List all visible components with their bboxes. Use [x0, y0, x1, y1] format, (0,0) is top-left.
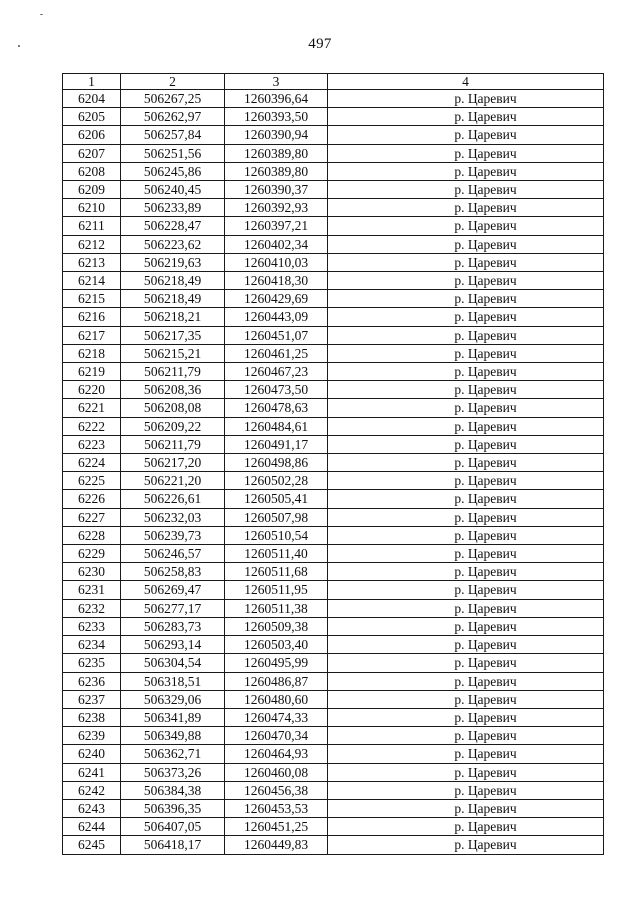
cell-river-name: р. Царевич [328, 326, 604, 344]
table-row [63, 308, 604, 326]
cell-coordinate-y: 1260509,38 [225, 617, 328, 635]
table-header [63, 74, 604, 90]
cell-river-name: р. Царевич [328, 108, 604, 126]
cell-point-number: 6227 [63, 508, 121, 526]
cell-coordinate-x: 506293,14 [121, 636, 225, 654]
cell-coordinate-x: 506277,17 [121, 599, 225, 617]
header-cell-col-2: 2 [121, 74, 225, 90]
cell-coordinate-x: 506240,45 [121, 181, 225, 199]
cell-coordinate-x: 506246,57 [121, 545, 225, 563]
table-row [63, 90, 604, 108]
page-number: 497 [308, 36, 332, 52]
cell-coordinate-x: 506218,49 [121, 272, 225, 290]
cell-river-name: р. Царевич [328, 199, 604, 217]
cell-coordinate-x: 506304,54 [121, 654, 225, 672]
cell-point-number: 6234 [63, 636, 121, 654]
cell-point-number: 6235 [63, 654, 121, 672]
cell-point-number: 6232 [63, 599, 121, 617]
cell-river-name: р. Царевич [328, 126, 604, 144]
cell-coordinate-y: 1260464,93 [225, 745, 328, 763]
cell-river-name: р. Царевич [328, 308, 604, 326]
cell-point-number: 6208 [63, 162, 121, 180]
cell-river-name: р. Царевич [328, 162, 604, 180]
cell-coordinate-y: 1260511,38 [225, 599, 328, 617]
cell-river-name: р. Царевич [328, 363, 604, 381]
cell-river-name: р. Царевич [328, 399, 604, 417]
table-row [63, 399, 604, 417]
cell-point-number: 6229 [63, 545, 121, 563]
cell-river-name: р. Царевич [328, 836, 604, 854]
cell-coordinate-y: 1260451,07 [225, 326, 328, 344]
cell-coordinate-y: 1260473,50 [225, 381, 328, 399]
cell-coordinate-x: 506283,73 [121, 617, 225, 635]
cell-coordinate-y: 1260480,60 [225, 690, 328, 708]
cell-coordinate-y: 1260510,54 [225, 526, 328, 544]
cell-coordinate-x: 506349,88 [121, 727, 225, 745]
cell-point-number: 6217 [63, 326, 121, 344]
cell-point-number: 6237 [63, 690, 121, 708]
cell-coordinate-y: 1260461,25 [225, 344, 328, 362]
coordinates-table [62, 73, 604, 855]
cell-coordinate-x: 506215,21 [121, 344, 225, 362]
cell-point-number: 6231 [63, 581, 121, 599]
table-row [63, 435, 604, 453]
cell-coordinate-y: 1260498,86 [225, 454, 328, 472]
cell-coordinate-x: 506208,36 [121, 381, 225, 399]
cell-coordinate-x: 506208,08 [121, 399, 225, 417]
cell-coordinate-x: 506219,63 [121, 253, 225, 271]
table-row [63, 690, 604, 708]
cell-point-number: 6215 [63, 290, 121, 308]
table-row [63, 126, 604, 144]
cell-coordinate-x: 506262,97 [121, 108, 225, 126]
cell-river-name: р. Царевич [328, 818, 604, 836]
table-row [63, 108, 604, 126]
cell-river-name: р. Царевич [328, 472, 604, 490]
cell-point-number: 6236 [63, 672, 121, 690]
table-row [63, 745, 604, 763]
cell-coordinate-x: 506251,56 [121, 144, 225, 162]
table-row [63, 799, 604, 817]
cell-coordinate-y: 1260396,64 [225, 90, 328, 108]
cell-point-number: 6238 [63, 708, 121, 726]
table-row [63, 144, 604, 162]
header-row [63, 74, 604, 90]
cell-point-number: 6223 [63, 435, 121, 453]
cell-point-number: 6214 [63, 272, 121, 290]
cell-coordinate-y: 1260474,33 [225, 708, 328, 726]
cell-coordinate-y: 1260507,98 [225, 508, 328, 526]
cell-river-name: р. Царевич [328, 344, 604, 362]
cell-coordinate-y: 1260456,38 [225, 781, 328, 799]
cell-river-name: р. Царевич [328, 654, 604, 672]
table-body [63, 90, 604, 855]
cell-river-name: р. Царевич [328, 181, 604, 199]
cell-coordinate-y: 1260390,37 [225, 181, 328, 199]
cell-point-number: 6241 [63, 763, 121, 781]
cell-point-number: 6216 [63, 308, 121, 326]
cell-coordinate-x: 506221,20 [121, 472, 225, 490]
cell-coordinate-y: 1260392,93 [225, 199, 328, 217]
cell-point-number: 6243 [63, 799, 121, 817]
cell-river-name: р. Царевич [328, 381, 604, 399]
table-row [63, 526, 604, 544]
cell-coordinate-x: 506257,84 [121, 126, 225, 144]
cell-coordinate-x: 506228,47 [121, 217, 225, 235]
table-row [63, 162, 604, 180]
cell-point-number: 6206 [63, 126, 121, 144]
cell-coordinate-x: 506233,89 [121, 199, 225, 217]
cell-river-name: р. Царевич [328, 690, 604, 708]
cell-river-name: р. Царевич [328, 435, 604, 453]
table-row [63, 617, 604, 635]
cell-coordinate-x: 506384,38 [121, 781, 225, 799]
cell-point-number: 6221 [63, 399, 121, 417]
cell-point-number: 6210 [63, 199, 121, 217]
cell-point-number: 6233 [63, 617, 121, 635]
scan-speck [40, 14, 43, 15]
cell-point-number: 6244 [63, 818, 121, 836]
cell-point-number: 6222 [63, 417, 121, 435]
cell-coordinate-y: 1260443,09 [225, 308, 328, 326]
cell-coordinate-y: 1260389,80 [225, 144, 328, 162]
cell-river-name: р. Царевич [328, 508, 604, 526]
table-row [63, 672, 604, 690]
table-row [63, 344, 604, 362]
cell-river-name: р. Царевич [328, 454, 604, 472]
cell-river-name: р. Царевич [328, 545, 604, 563]
table-row [63, 454, 604, 472]
table-row [63, 417, 604, 435]
table-row [63, 472, 604, 490]
cell-coordinate-x: 506341,89 [121, 708, 225, 726]
table-row [63, 818, 604, 836]
table-row [63, 836, 604, 854]
cell-river-name: р. Царевич [328, 672, 604, 690]
table-row [63, 490, 604, 508]
table-row [63, 363, 604, 381]
table-row [63, 272, 604, 290]
table-row [63, 727, 604, 745]
table-row [63, 326, 604, 344]
cell-river-name: р. Царевич [328, 781, 604, 799]
cell-coordinate-y: 1260402,34 [225, 235, 328, 253]
cell-coordinate-y: 1260484,61 [225, 417, 328, 435]
cell-coordinate-x: 506217,20 [121, 454, 225, 472]
cell-coordinate-x: 506209,22 [121, 417, 225, 435]
cell-river-name: р. Царевич [328, 417, 604, 435]
cell-coordinate-x: 506211,79 [121, 435, 225, 453]
cell-river-name: р. Царевич [328, 253, 604, 271]
table-row [63, 181, 604, 199]
table-row [63, 381, 604, 399]
table-row [63, 508, 604, 526]
cell-coordinate-y: 1260503,40 [225, 636, 328, 654]
table-row [63, 781, 604, 799]
cell-river-name: р. Царевич [328, 581, 604, 599]
cell-coordinate-y: 1260393,50 [225, 108, 328, 126]
cell-coordinate-y: 1260397,21 [225, 217, 328, 235]
cell-coordinate-y: 1260451,25 [225, 818, 328, 836]
table-row [63, 599, 604, 617]
cell-coordinate-x: 506267,25 [121, 90, 225, 108]
cell-coordinate-x: 506218,21 [121, 308, 225, 326]
cell-point-number: 6239 [63, 727, 121, 745]
table-row [63, 563, 604, 581]
cell-river-name: р. Царевич [328, 599, 604, 617]
cell-point-number: 6245 [63, 836, 121, 854]
cell-coordinate-y: 1260511,68 [225, 563, 328, 581]
table-row [63, 763, 604, 781]
cell-coordinate-x: 506223,62 [121, 235, 225, 253]
cell-coordinate-x: 506245,86 [121, 162, 225, 180]
cell-river-name: р. Царевич [328, 708, 604, 726]
cell-point-number: 6205 [63, 108, 121, 126]
cell-point-number: 6226 [63, 490, 121, 508]
table-row [63, 290, 604, 308]
cell-point-number: 6224 [63, 454, 121, 472]
table-row [63, 545, 604, 563]
cell-point-number: 6218 [63, 344, 121, 362]
cell-river-name: р. Царевич [328, 745, 604, 763]
cell-river-name: р. Царевич [328, 490, 604, 508]
cell-river-name: р. Царевич [328, 617, 604, 635]
cell-river-name: р. Царевич [328, 290, 604, 308]
cell-point-number: 6230 [63, 563, 121, 581]
cell-coordinate-x: 506396,35 [121, 799, 225, 817]
cell-coordinate-y: 1260418,30 [225, 272, 328, 290]
cell-coordinate-y: 1260505,41 [225, 490, 328, 508]
cell-coordinate-y: 1260502,28 [225, 472, 328, 490]
cell-point-number: 6228 [63, 526, 121, 544]
header-cell-col-1: 1 [63, 74, 121, 90]
cell-coordinate-y: 1260511,95 [225, 581, 328, 599]
cell-coordinate-y: 1260453,53 [225, 799, 328, 817]
cell-river-name: р. Царевич [328, 727, 604, 745]
cell-river-name: р. Царевич [328, 90, 604, 108]
cell-coordinate-y: 1260389,80 [225, 162, 328, 180]
table-row [63, 217, 604, 235]
header-cell-col-3: 3 [225, 74, 328, 90]
cell-point-number: 6212 [63, 235, 121, 253]
cell-coordinate-x: 506362,71 [121, 745, 225, 763]
cell-coordinate-y: 1260390,94 [225, 126, 328, 144]
cell-coordinate-x: 506418,17 [121, 836, 225, 854]
cell-point-number: 6219 [63, 363, 121, 381]
cell-river-name: р. Царевич [328, 217, 604, 235]
table-row [63, 708, 604, 726]
cell-point-number: 6204 [63, 90, 121, 108]
cell-coordinate-x: 506318,51 [121, 672, 225, 690]
cell-coordinate-y: 1260511,40 [225, 545, 328, 563]
cell-coordinate-y: 1260429,69 [225, 290, 328, 308]
table-row [63, 636, 604, 654]
cell-coordinate-x: 506211,79 [121, 363, 225, 381]
cell-river-name: р. Царевич [328, 235, 604, 253]
cell-coordinate-x: 506226,61 [121, 490, 225, 508]
table-row [63, 253, 604, 271]
table-row [63, 199, 604, 217]
cell-point-number: 6207 [63, 144, 121, 162]
cell-river-name: р. Царевич [328, 799, 604, 817]
cell-point-number: 6211 [63, 217, 121, 235]
cell-coordinate-y: 1260449,83 [225, 836, 328, 854]
cell-coordinate-x: 506218,49 [121, 290, 225, 308]
cell-river-name: р. Царевич [328, 526, 604, 544]
table-row [63, 581, 604, 599]
cell-point-number: 6209 [63, 181, 121, 199]
cell-coordinate-y: 1260478,63 [225, 399, 328, 417]
cell-coordinate-y: 1260460,08 [225, 763, 328, 781]
cell-coordinate-x: 506239,73 [121, 526, 225, 544]
cell-coordinate-x: 506269,47 [121, 581, 225, 599]
cell-coordinate-y: 1260486,87 [225, 672, 328, 690]
cell-coordinate-y: 1260491,17 [225, 435, 328, 453]
cell-coordinate-x: 506258,83 [121, 563, 225, 581]
cell-coordinate-y: 1260410,03 [225, 253, 328, 271]
header-cell-col-4: 4 [328, 74, 604, 90]
cell-coordinate-x: 506373,26 [121, 763, 225, 781]
cell-river-name: р. Царевич [328, 144, 604, 162]
cell-coordinate-x: 506217,35 [121, 326, 225, 344]
cell-river-name: р. Царевич [328, 563, 604, 581]
cell-point-number: 6225 [63, 472, 121, 490]
cell-river-name: р. Царевич [328, 272, 604, 290]
cell-point-number: 6220 [63, 381, 121, 399]
cell-coordinate-x: 506232,03 [121, 508, 225, 526]
cell-river-name: р. Царевич [328, 763, 604, 781]
table-row [63, 654, 604, 672]
cell-coordinate-y: 1260495,99 [225, 654, 328, 672]
cell-point-number: 6240 [63, 745, 121, 763]
cell-coordinate-y: 1260467,23 [225, 363, 328, 381]
cell-point-number: 6213 [63, 253, 121, 271]
cell-coordinate-x: 506329,06 [121, 690, 225, 708]
cell-point-number: 6242 [63, 781, 121, 799]
cell-coordinate-x: 506407,05 [121, 818, 225, 836]
table-row [63, 235, 604, 253]
cell-coordinate-y: 1260470,34 [225, 727, 328, 745]
cell-river-name: р. Царевич [328, 636, 604, 654]
